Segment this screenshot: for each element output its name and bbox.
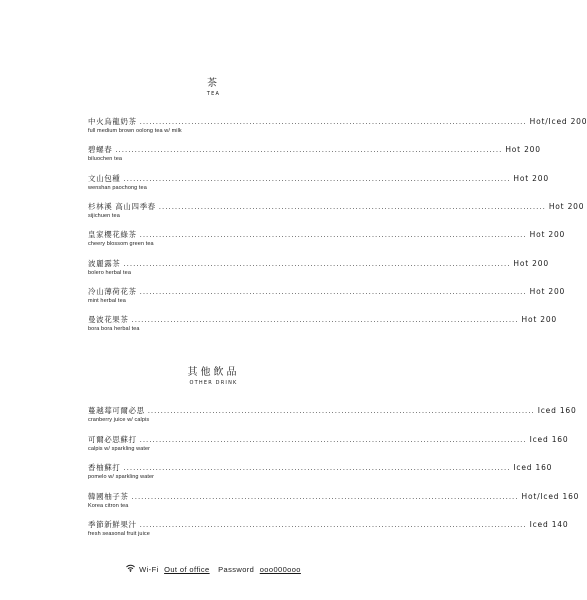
menu-item-english-name: wenshan paochong tea xyxy=(88,184,147,191)
leader-dots: ........................................................................................................................ xyxy=(115,146,503,155)
menu-item-name: 香柚蘇打 xyxy=(88,463,121,472)
menu-item-price: Hot 200 xyxy=(529,286,566,296)
leader-dots: ........................................................................................................................ xyxy=(139,435,527,444)
leader-dots: ........................................................................................................................ xyxy=(158,202,546,211)
menu-item-name: 文山包種 xyxy=(88,173,121,183)
wifi-icon xyxy=(126,564,135,576)
menu-item xyxy=(88,462,553,482)
menu-item-price: Hot 200 xyxy=(521,315,557,325)
menu-item xyxy=(88,491,580,511)
leader-dots: ........................................................................................................................ xyxy=(139,287,527,296)
tea-section-header xyxy=(0,78,427,98)
menu-item-name: 皇家櫻花綠茶 xyxy=(88,230,137,240)
menu-item-name: 波麗露茶 xyxy=(88,258,121,268)
tea-title: 茶 xyxy=(207,78,220,89)
menu-item-price: Hot 200 xyxy=(529,230,566,240)
leader-dots: ........................................................................................................................ xyxy=(123,464,511,472)
other-drink-section-header xyxy=(0,367,427,387)
menu-item xyxy=(88,314,557,334)
menu-item-price: Hot 200 xyxy=(505,145,541,155)
menu-item-english-name: bora bora herbal tea xyxy=(88,326,140,333)
menu-item-price: Hot/Iced 160 xyxy=(521,491,580,501)
menu-item-price: Iced 140 xyxy=(529,520,569,529)
wifi-info xyxy=(0,564,427,576)
menu-item-name: 可爾必思蘇打 xyxy=(88,434,137,444)
leader-dots: ........................................................................................................................ xyxy=(139,231,527,240)
menu-item-name: 冷山薄荷花茶 xyxy=(88,286,137,296)
other-drink-subtitle: OTHER DRINK xyxy=(189,380,238,386)
wifi-label: Wi-Fi xyxy=(139,565,159,574)
leader-dots: ........................................................................................................................ xyxy=(131,492,519,501)
menu-item xyxy=(88,173,549,193)
menu-item xyxy=(88,286,566,306)
wifi-password: ooo000ooo xyxy=(259,565,301,574)
leader-dots: ........................................................................................................................ xyxy=(131,316,519,325)
other-drink-title: 其他飲品 xyxy=(187,367,240,378)
menu-item-english-name: cranberry juice w/ calpis xyxy=(88,417,150,423)
menu-item-english-name: cheery blossom green tea xyxy=(88,241,154,248)
tea-subtitle: TEA xyxy=(206,91,221,97)
menu-item xyxy=(88,405,577,425)
menu-item xyxy=(88,434,569,454)
menu-item-english-name: calpis w/ sparkling water xyxy=(88,445,151,452)
menu-item-english-name: biluochen tea xyxy=(88,156,123,163)
leader-dots: ........................................................................................................................ xyxy=(139,118,527,126)
wifi-network-name: Out of office xyxy=(164,565,210,574)
menu-item xyxy=(88,519,569,539)
leader-dots: ........................................................................................................................ xyxy=(139,521,527,529)
menu-item-english-name: Korea citron tea xyxy=(88,502,129,509)
menu-item-price: Hot/Iced 200 xyxy=(529,117,587,126)
menu-item-price: Hot 200 xyxy=(513,258,549,268)
menu-item xyxy=(88,144,541,164)
menu-item-name: 中火烏龍奶茶 xyxy=(88,117,137,126)
menu-item-name: 季節新鮮果汁 xyxy=(88,520,137,529)
menu-item-name: 杉林溪 高山四季春 xyxy=(88,201,156,211)
menu-item-english-name: pomelo w/ sparkling water xyxy=(88,474,155,480)
menu-item-name: 碧螺春 xyxy=(88,145,113,155)
menu-item-price: Hot 200 xyxy=(513,173,549,183)
menu-item-english-name: mint herbal tea xyxy=(88,297,126,304)
wifi-password-label: Password xyxy=(218,565,255,574)
leader-dots: ........................................................................................................................ xyxy=(123,174,511,183)
menu-item-price: Iced 160 xyxy=(537,406,577,415)
menu-item-name: 曼波花果茶 xyxy=(88,315,129,325)
menu-item-price: Hot 200 xyxy=(548,201,585,211)
menu-item xyxy=(88,229,566,249)
menu-item-english-name: full medium brown oolong tea w/ milk xyxy=(88,128,182,134)
menu-item-price: Iced 160 xyxy=(529,434,569,444)
menu-item-price: Iced 160 xyxy=(513,463,553,472)
menu-item xyxy=(88,258,549,278)
menu-item xyxy=(88,116,587,136)
leader-dots: ........................................................................................................................ xyxy=(123,259,511,268)
menu-item-english-name: sijichuen tea xyxy=(88,212,120,219)
menu-item-english-name: bolero herbal tea xyxy=(88,269,131,276)
menu-item-name: 蔓越莓可爾必思 xyxy=(88,406,145,415)
menu-item xyxy=(88,201,585,221)
menu-item-english-name: fresh seasonal fruit juice xyxy=(88,531,150,537)
menu-item-name: 韓國柚子茶 xyxy=(88,491,129,501)
leader-dots: ........................................................................................................................ xyxy=(147,407,535,415)
